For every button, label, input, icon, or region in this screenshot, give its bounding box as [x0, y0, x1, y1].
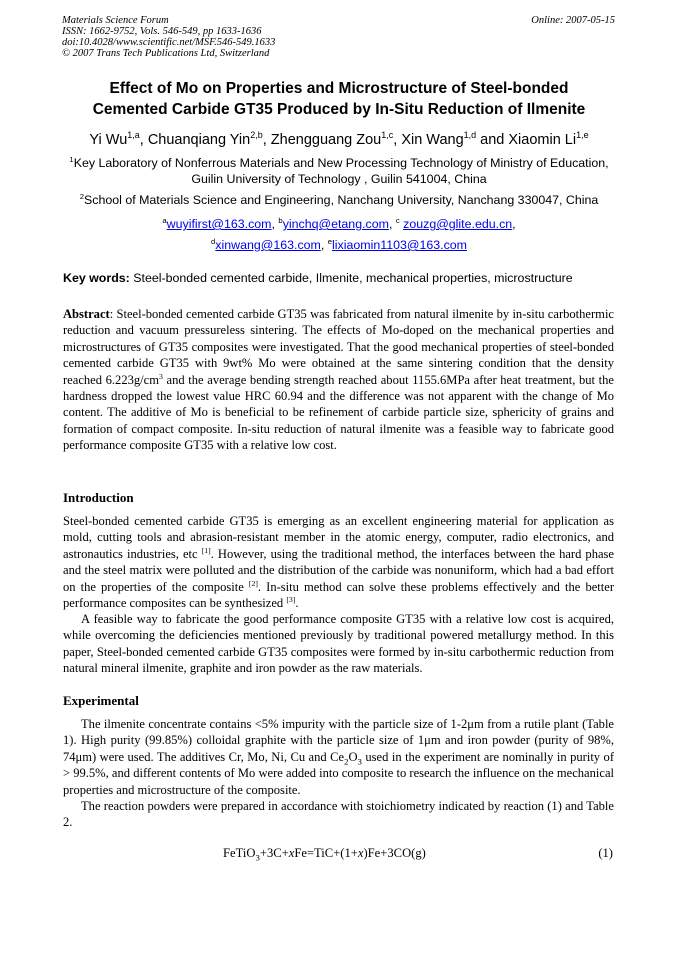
citation-ref[interactable]: [1]: [201, 545, 211, 555]
email-separator: ,: [512, 217, 516, 231]
author-name: Yi Wu: [89, 132, 128, 148]
experimental-paragraph-1: [63, 716, 614, 798]
affiliation-text: Guilin University of Technology , Guilin 541004, China: [191, 172, 487, 186]
abstract-text: : Steel-bonded cemented carbide GT35 was fabricated from natural ilmenite by in-situ carbothermic reduction and vacuum pressureless sintering. The effects of Mo-doped on the mechanical properties and microstructures of GT35 composites were investigated. That the good mechanical properties of steel-bonded cemented carbide GT35 with 9wt% Mo were obtained at the same sintering condition that the density reached 6.223g/cm: [63, 307, 614, 387]
author-affiliation-mark: 1,e: [576, 130, 589, 141]
abstract-paragraph: [63, 306, 614, 454]
author-name: Zhengguang Zou: [270, 132, 382, 148]
issn-line: ISSN: 1662-9752, Vols. 546-549, pp 1633-1636: [62, 26, 262, 37]
affiliation-mark: 1: [69, 154, 74, 164]
body-text: . However, using the traditional method, the interfaces between the hard phase and the steel matrix were polluted and the distribution of the carbide was nonuniform, which had a bad effort on the properties of the composite: [63, 546, 615, 594]
doi-line: doi:10.4028/www.scientific.net/MSF.546-549.1633: [62, 37, 276, 48]
abstract-label: Abstract: [63, 307, 110, 321]
experimental-heading: Experimental: [63, 693, 139, 708]
affiliation-mark: 2: [79, 191, 84, 201]
equation-variable: x: [357, 846, 364, 860]
author-separator: ,: [139, 132, 148, 148]
copyright-line: © 2007 Trans Tech Publications Ltd, Switzerland: [62, 48, 270, 59]
formula-subscript: 2: [344, 756, 349, 767]
author-separator: ,: [393, 132, 402, 148]
paper-title: [40, 78, 638, 120]
author-name: Xin Wang: [401, 132, 464, 148]
equation-variable: x: [288, 846, 295, 860]
journal-name: Materials Science Forum: [62, 15, 169, 26]
keywords: [63, 270, 623, 286]
author-name: Chuanqiang Yin: [147, 132, 251, 148]
introduction-paragraph-1: [63, 513, 614, 611]
author-affiliation-mark: 1,d: [463, 130, 477, 141]
citation-ref[interactable]: [2]: [248, 578, 258, 588]
journal-header: [62, 15, 275, 59]
affiliation-text: Key Laboratory of Nonferrous Materials and New Processing Technology of Ministry of Education,: [73, 156, 609, 170]
formula-subscript: 3: [357, 756, 362, 767]
equation-part: )Fe+3CO(g): [363, 846, 426, 860]
email-mark: c: [395, 215, 400, 225]
body-text: used in the experiment are nominally in purity of > 99.5%, and different contents of Mo were added into composite to research the influence on the mechanical properties and microstructure of the composite.: [63, 749, 614, 797]
author-list: [40, 131, 638, 149]
email-mark: a: [162, 215, 167, 225]
author-separator: and: [476, 132, 509, 148]
email-separator: ,: [320, 238, 328, 252]
author-affiliation-mark: 1,c: [381, 130, 394, 141]
title-line-2: Cemented Carbide GT35 Produced by In-Situ Reduction of Ilmenite: [92, 101, 586, 118]
online-date: Online: 2007-05-15: [531, 15, 615, 26]
title-line-1: Effect of Mo on Properties and Microstructure of Steel-bonded: [109, 80, 569, 97]
affiliation-2: [50, 192, 628, 208]
keywords-label: Key words:: [63, 271, 130, 285]
author-separator: ,: [262, 132, 271, 148]
body-text: O: [348, 749, 358, 764]
email-separator: ,: [388, 217, 396, 231]
keywords-text: Steel-bonded cemented carbide, Ilmenite, mechanical properties, microstructure: [133, 271, 573, 285]
email-link[interactable]: yinchq@etang.com: [282, 217, 389, 231]
affiliation-1: [50, 155, 628, 187]
unit-exponent: 3: [158, 371, 163, 381]
equation-part: +3C+: [259, 846, 289, 860]
affiliation-text: School of Materials Science and Engineering, Nanchang University, Nanchang 330047, China: [83, 193, 599, 207]
email-mark: e: [327, 236, 333, 246]
email-link[interactable]: zouzg@glite.edu.cn: [403, 217, 513, 231]
introduction-heading: Introduction: [63, 490, 134, 505]
body-text: .: [295, 596, 299, 611]
email-separator: ,: [271, 217, 279, 231]
email-link[interactable]: wuyifirst@163.com: [166, 217, 272, 231]
author-name: Xiaomin Li: [508, 132, 577, 148]
abstract-text: and the average bending strength reached about 1155.6MPa after heat treatment, but the hardness dropped the lowest value HRC 60.94 and the difference was not apparent with the change of Mo content. The additive of Mo is beneficial to be refinement of carbide particle size, sphericity of grains and formation of compact composite. In-situ reduction of natural ilmenite was a feasible way to fabricate good performance composite GT35 with a relative low cost.: [63, 372, 614, 453]
equation-number: (1): [598, 846, 613, 860]
equation-part: Fe=TiC+(1+: [294, 846, 358, 860]
email-mark: b: [278, 215, 283, 225]
formula-subscript: 3: [255, 852, 260, 863]
email-link[interactable]: xinwang@163.com: [215, 238, 321, 252]
body-text: Steel-bonded cemented carbide GT35 is emerging as an excellent engineering material for application as mold, cutting tools and abrasion-resistant member in the atomic energy, computer, radio electronics, and astronautics industries, etc: [63, 514, 614, 561]
citation-ref[interactable]: [3]: [286, 594, 296, 604]
experimental-paragraph-2: The reaction powders were prepared in accordance with stoichiometry indicated by reaction (1) and Table 2.: [63, 799, 614, 830]
body-text: The ilmenite concentrate contains <5% impurity with the particle size of 1-2μm from a rutile plant (Table 1). High purity (99.85%) colloidal graphite with the particle size of 1μm and iron powder (purity of 98%, 74μm) were used. The additives Cr, Mo, Ni, Cu and Ce: [63, 717, 614, 764]
email-link[interactable]: lixiaomin1103@163.com: [332, 238, 467, 252]
email-list: [50, 214, 628, 256]
equation-part: FeTiO: [223, 846, 256, 860]
author-affiliation-mark: 1,a: [127, 130, 140, 141]
author-affiliation-mark: 2,b: [250, 130, 263, 141]
email-mark: d: [211, 236, 216, 246]
reaction-equation: [223, 846, 426, 861]
body-text: . In-situ method can solve these problems effectively and the better performance composites can be synthesized: [63, 579, 614, 611]
introduction-paragraph-2: A feasible way to fabricate the good performance composite GT35 with a relative low cost is acquired, while overcoming the deficiencies mentioned previously by traditional powered metallurgy method. In this paper, Steel-bonded cemented carbide GT35 composites were formed by in-situ carbothermic reduction from natural mineral ilmenite, graphite and iron powder as the raw materials.: [63, 612, 614, 676]
